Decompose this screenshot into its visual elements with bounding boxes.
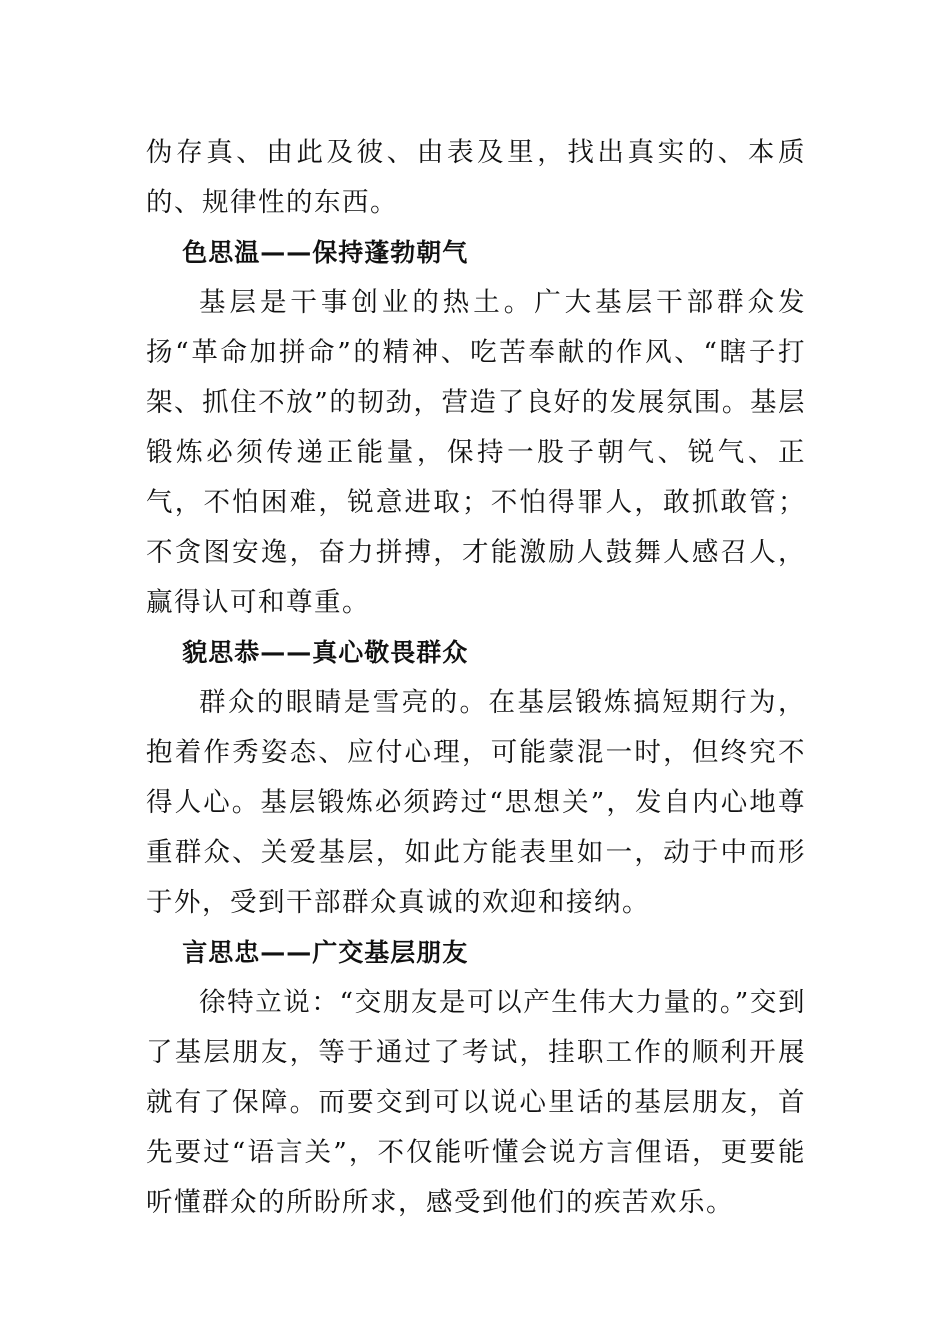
body-paragraph-grassroots: 基层是干事创业的热土。广大基层干部群众发扬“革命加拼命”的精神、吃苦奉献的作风、“瞎子打架、抓住不放”的韧劲，营造了良好的发展氛围。基层锻炼必须传递正能量，保持一股子朝气、锐气、正气，不怕困难，锐意进取；不怕得罪人，敢抓敢管；不贪图安逸，奋力拼搏，才能激励人鼓舞人感召人，赢得认可和尊重。	[146, 287, 806, 618]
section-heading-respect: 貌思恭——真心敬畏群众	[182, 638, 469, 667]
section-heading-friends: 言思忠——广交基层朋友	[182, 938, 469, 967]
body-paragraph-masses: 群众的眼睛是雪亮的。在基层锻炼搞短期行为，抱着作秀姿态、应付心理，可能蒙混一时，但终究不得人心。基层锻炼必须跨过“思想关”，发自内心地尊重群众、关爱基层，如此方能表里如一，动于中而形于外，受到干部群众真诚的欢迎和接纳。	[146, 687, 806, 918]
continuation-paragraph: 伪存真、由此及彼、由表及里，找出真实的、本质的、规律性的东西。	[146, 137, 806, 218]
body-paragraph-friendship: 徐特立说：“交朋友是可以产生伟大力量的。”交到了基层朋友，等于通过了考试，挂职工作的顺利开展就有了保障。而要交到可以说心里话的基层朋友，首先要过“语言关”，不仅能听懂会说方言俚语，更要能听懂群众的所盼所求，感受到他们的疾苦欢乐。	[146, 987, 806, 1218]
section-heading-color: 色思温——保持蓬勃朝气	[182, 238, 469, 267]
document-body	[146, 128, 806, 1228]
